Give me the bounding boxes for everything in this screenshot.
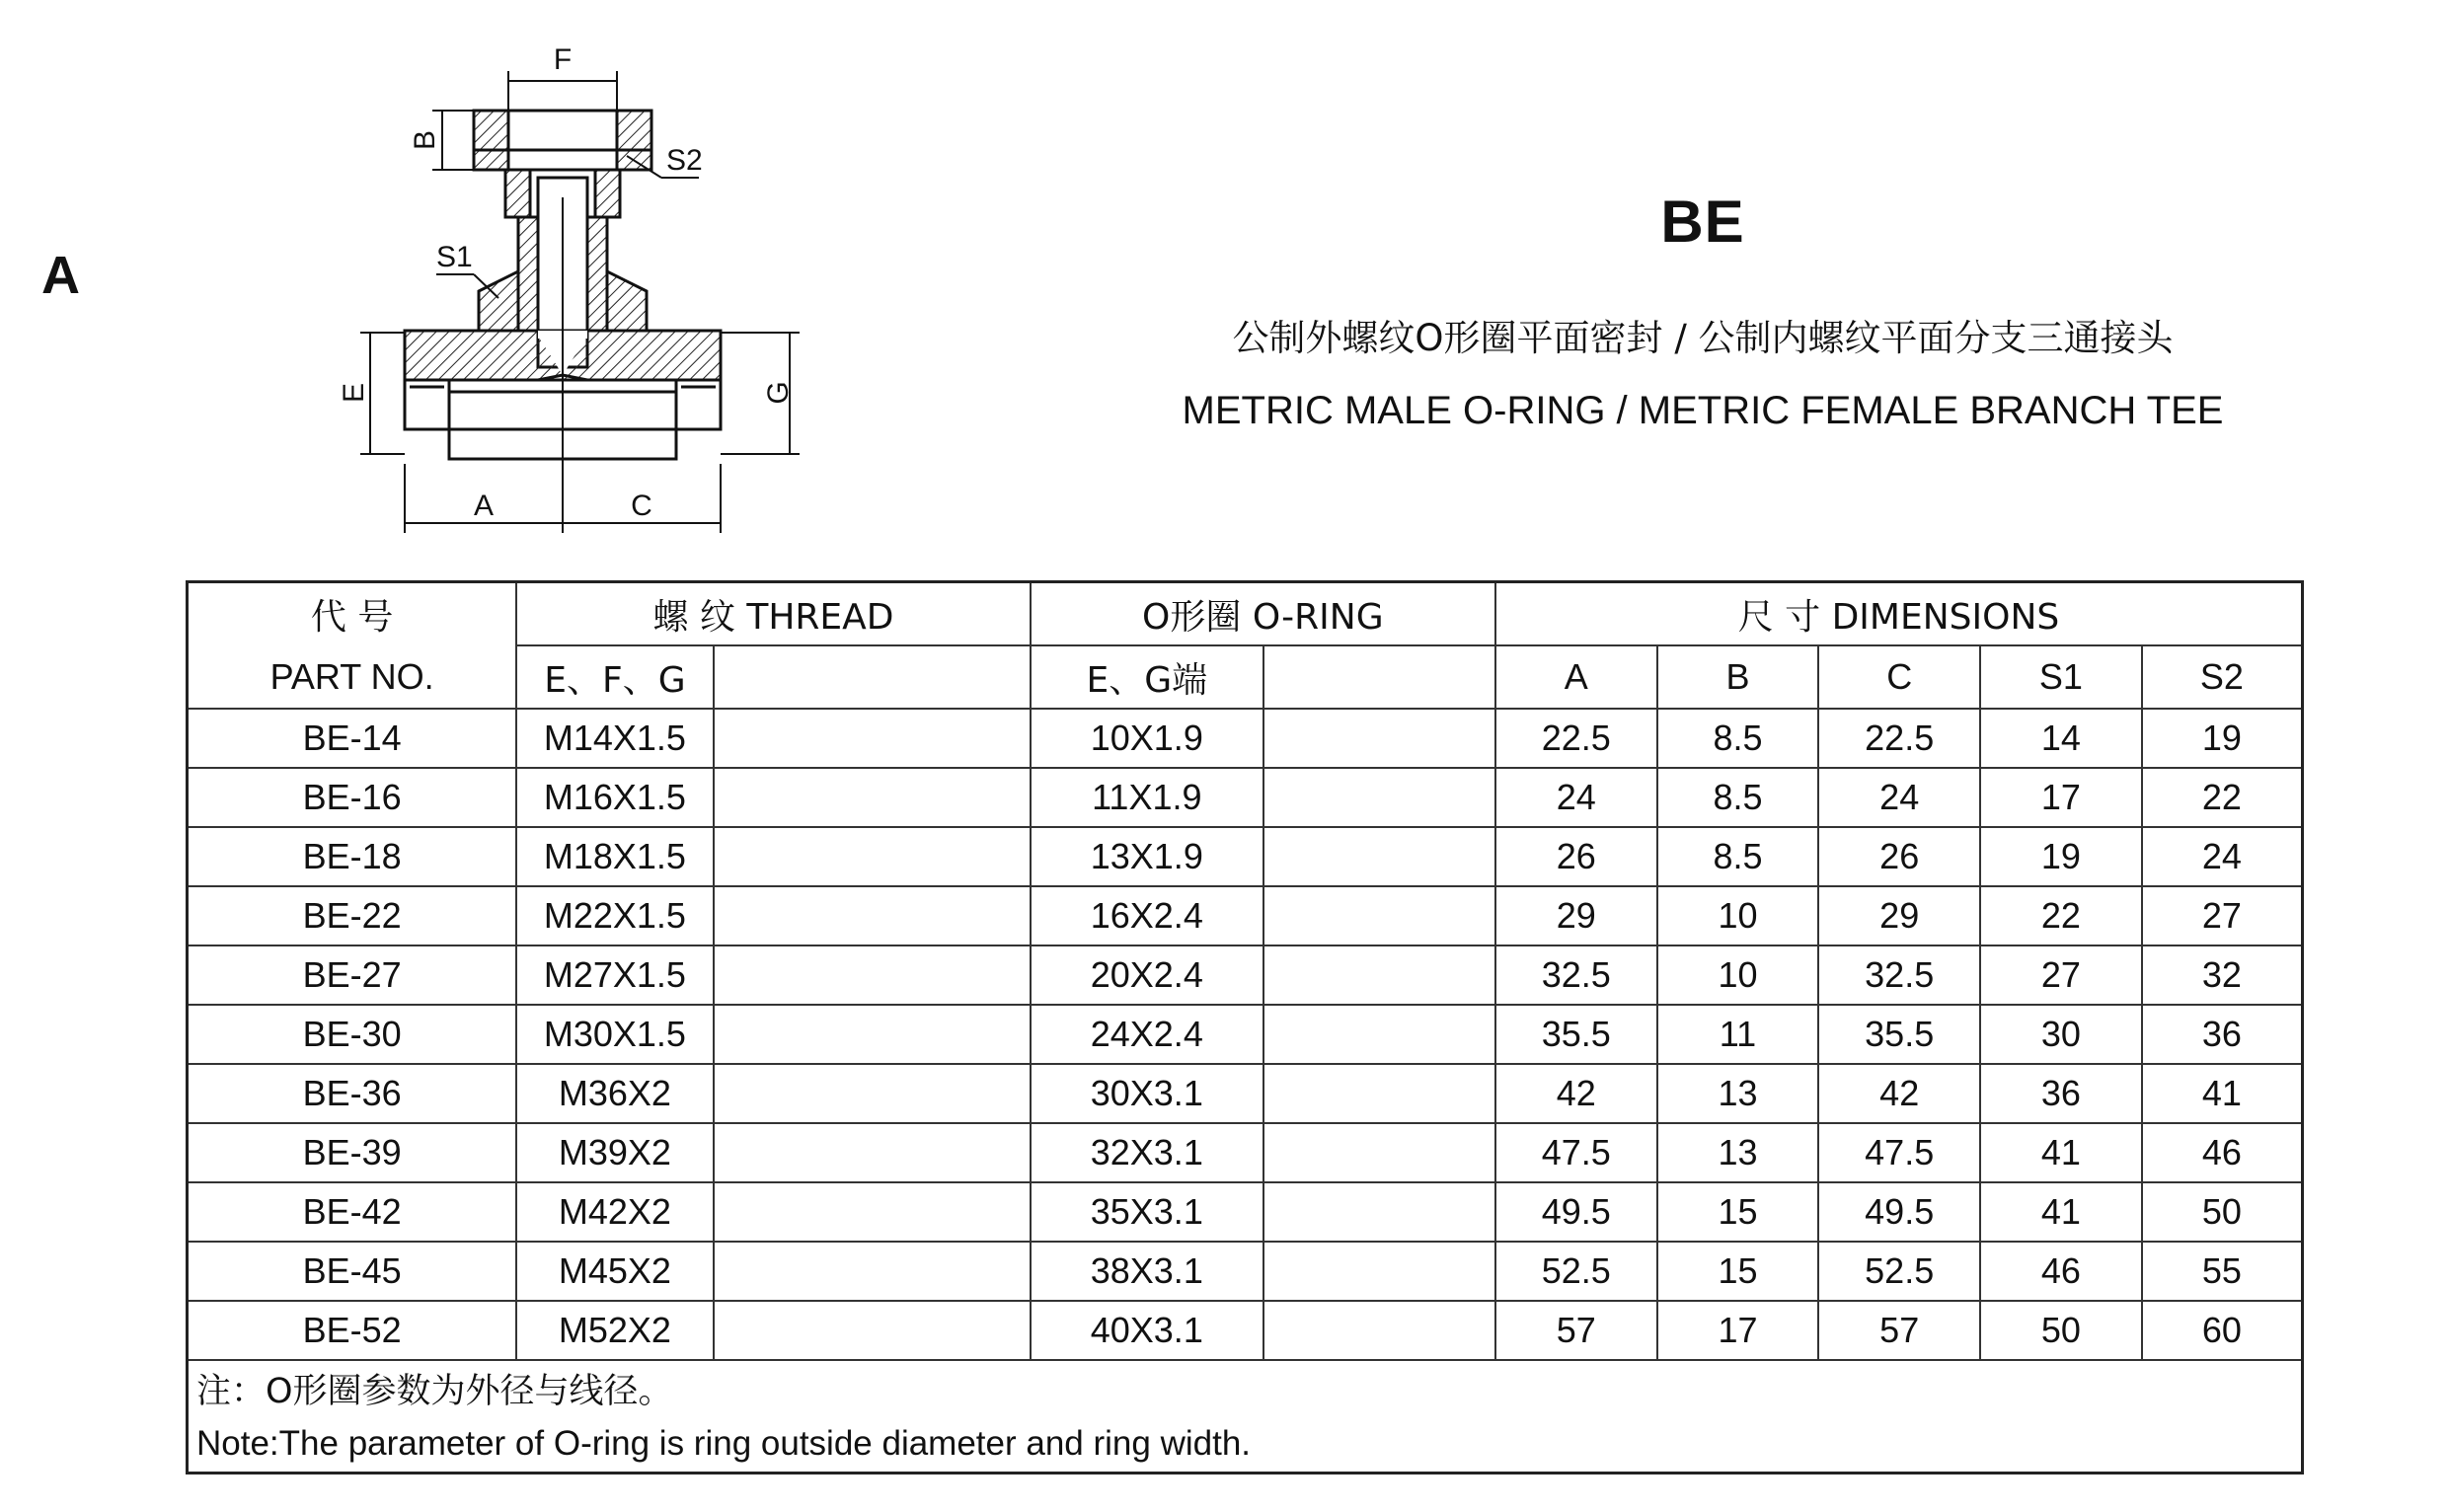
header-thread-blank <box>714 645 1031 709</box>
part-no-cell: BE-16 <box>188 768 517 827</box>
dim-a-cell: 32.5 <box>1495 945 1657 1005</box>
header-dim-s2: S2 <box>2142 645 2303 709</box>
dim-a-cell: 24 <box>1495 768 1657 827</box>
part-no-cell: BE-45 <box>188 1242 517 1301</box>
dim-s1-cell: 22 <box>1980 886 2142 945</box>
thread-extra-cell <box>714 827 1031 886</box>
table-row <box>188 768 2303 827</box>
table-row <box>188 709 2303 768</box>
dim-s2-cell: 50 <box>2142 1182 2303 1242</box>
dim-s2-cell: 55 <box>2142 1242 2303 1301</box>
section-letter: A <box>41 246 80 305</box>
oring-cell: 11X1.9 <box>1031 768 1263 827</box>
oring-extra-cell <box>1263 886 1495 945</box>
thread-extra-cell <box>714 709 1031 768</box>
dim-s2-cell: 19 <box>2142 709 2303 768</box>
dim-b-cell: 10 <box>1657 886 1819 945</box>
part-no-cell: BE-42 <box>188 1182 517 1242</box>
dim-s1-cell: 19 <box>1980 827 2142 886</box>
dim-b-cell: 8.5 <box>1657 709 1819 768</box>
dim-c-cell: 49.5 <box>1818 1182 1980 1242</box>
dim-a-cell: 42 <box>1495 1064 1657 1123</box>
spec-table <box>186 580 2304 1474</box>
oring-extra-cell <box>1263 945 1495 1005</box>
note-row-cn <box>188 1360 2303 1416</box>
thread-cell: M30X1.5 <box>516 1005 713 1064</box>
table-row <box>188 1123 2303 1182</box>
dim-b-cell: 17 <box>1657 1301 1819 1360</box>
dim-label-b: B <box>409 129 441 151</box>
header-dimensions: 尺 寸 DIMENSIONS <box>1495 582 2303 646</box>
thread-cell: M42X2 <box>516 1182 713 1242</box>
dim-label-s1: S1 <box>436 241 473 273</box>
note-chinese: 注：O形圈参数为外径与线径。 <box>188 1360 2303 1416</box>
dim-b-cell: 10 <box>1657 945 1819 1005</box>
table-row <box>188 1064 2303 1123</box>
fitting-cross-section-drawing <box>326 39 839 543</box>
dim-b-cell: 15 <box>1657 1182 1819 1242</box>
dim-b-cell: 15 <box>1657 1242 1819 1301</box>
dim-c-cell: 24 <box>1818 768 1980 827</box>
header-thread: 螺 纹 THREAD <box>516 582 1031 646</box>
thread-cell: M36X2 <box>516 1064 713 1123</box>
oring-extra-cell <box>1263 1064 1495 1123</box>
dim-b-cell: 8.5 <box>1657 827 1819 886</box>
thread-cell: M45X2 <box>516 1242 713 1301</box>
part-no-cell: BE-22 <box>188 886 517 945</box>
thread-cell: M27X1.5 <box>516 945 713 1005</box>
part-no-cell: BE-36 <box>188 1064 517 1123</box>
dim-s1-cell: 27 <box>1980 945 2142 1005</box>
dim-a-cell: 26 <box>1495 827 1657 886</box>
dim-b-cell: 11 <box>1657 1005 1819 1064</box>
dim-s1-cell: 46 <box>1980 1242 2142 1301</box>
dim-s2-cell: 60 <box>2142 1301 2303 1360</box>
dim-label-c: C <box>631 490 652 522</box>
header-oring-sub: E、G端 <box>1031 645 1263 709</box>
thread-extra-cell <box>714 1123 1031 1182</box>
dim-s2-cell: 32 <box>2142 945 2303 1005</box>
dim-a-cell: 52.5 <box>1495 1242 1657 1301</box>
header-dim-b: B <box>1657 645 1819 709</box>
dim-c-cell: 22.5 <box>1818 709 1980 768</box>
dim-s2-cell: 22 <box>2142 768 2303 827</box>
table-body <box>188 709 2303 1360</box>
part-no-cell: BE-39 <box>188 1123 517 1182</box>
thread-cell: M39X2 <box>516 1123 713 1182</box>
dim-a-cell: 57 <box>1495 1301 1657 1360</box>
part-no-cell: BE-14 <box>188 709 517 768</box>
part-no-cell: BE-27 <box>188 945 517 1005</box>
header-oring: O形圈 O-RING <box>1031 582 1495 646</box>
table-row <box>188 1301 2303 1360</box>
dim-s2-cell: 41 <box>2142 1064 2303 1123</box>
header-dim-a: A <box>1495 645 1657 709</box>
dim-c-cell: 57 <box>1818 1301 1980 1360</box>
note-row-en <box>188 1416 2303 1474</box>
oring-cell: 40X3.1 <box>1031 1301 1263 1360</box>
dim-c-cell: 29 <box>1818 886 1980 945</box>
table-row <box>188 827 2303 886</box>
thread-extra-cell <box>714 1182 1031 1242</box>
dim-b-cell: 13 <box>1657 1123 1819 1182</box>
dim-label-e: E <box>338 382 370 404</box>
oring-cell: 30X3.1 <box>1031 1064 1263 1123</box>
header-dim-s1: S1 <box>1980 645 2142 709</box>
dim-label-g: G <box>762 381 795 405</box>
part-no-cell: BE-52 <box>188 1301 517 1360</box>
thread-extra-cell <box>714 945 1031 1005</box>
dim-s1-cell: 41 <box>1980 1123 2142 1182</box>
dim-c-cell: 42 <box>1818 1064 1980 1123</box>
oring-extra-cell <box>1263 827 1495 886</box>
part-no-cell: BE-18 <box>188 827 517 886</box>
thread-cell: M18X1.5 <box>516 827 713 886</box>
thread-cell: M14X1.5 <box>516 709 713 768</box>
dim-a-cell: 49.5 <box>1495 1182 1657 1242</box>
oring-extra-cell <box>1263 768 1495 827</box>
dim-label-f: F <box>553 43 573 76</box>
thread-extra-cell <box>714 886 1031 945</box>
dim-s1-cell: 17 <box>1980 768 2142 827</box>
dim-label-s2: S2 <box>666 144 703 177</box>
thread-cell: M22X1.5 <box>516 886 713 945</box>
dim-a-cell: 22.5 <box>1495 709 1657 768</box>
thread-extra-cell <box>714 1301 1031 1360</box>
thread-extra-cell <box>714 1005 1031 1064</box>
table-subheader-row <box>188 645 2303 709</box>
dim-c-cell: 32.5 <box>1818 945 1980 1005</box>
oring-cell: 20X2.4 <box>1031 945 1263 1005</box>
dim-c-cell: 52.5 <box>1818 1242 1980 1301</box>
dim-s1-cell: 36 <box>1980 1064 2142 1123</box>
dim-c-cell: 35.5 <box>1818 1005 1980 1064</box>
table-row <box>188 886 2303 945</box>
dim-b-cell: 13 <box>1657 1064 1819 1123</box>
table-row <box>188 1182 2303 1242</box>
header-part-no-en: PART NO. <box>188 645 517 709</box>
oring-extra-cell <box>1263 709 1495 768</box>
english-title: METRIC MALE O-RING / METRIC FEMALE BRANCH TEE <box>1182 389 2224 432</box>
dim-s1-cell: 50 <box>1980 1301 2142 1360</box>
table-header-row <box>188 582 2303 646</box>
oring-cell: 35X3.1 <box>1031 1182 1263 1242</box>
thread-cell: M52X2 <box>516 1301 713 1360</box>
dim-c-cell: 47.5 <box>1818 1123 1980 1182</box>
oring-extra-cell <box>1263 1242 1495 1301</box>
dim-c-cell: 26 <box>1818 827 1980 886</box>
table-row <box>188 945 2303 1005</box>
header-oring-blank <box>1263 645 1495 709</box>
oring-cell: 16X2.4 <box>1031 886 1263 945</box>
dim-s2-cell: 24 <box>2142 827 2303 886</box>
product-code-title: BE <box>1660 189 1745 255</box>
oring-extra-cell <box>1263 1005 1495 1064</box>
oring-cell: 10X1.9 <box>1031 709 1263 768</box>
header-part-no-cn: 代 号 <box>188 582 517 646</box>
dim-a-cell: 35.5 <box>1495 1005 1657 1064</box>
header-thread-sub: E、F、G <box>516 645 713 709</box>
note-english: Note:The parameter of O-ring is ring outside diameter and ring width. <box>188 1416 2303 1474</box>
dim-s2-cell: 27 <box>2142 886 2303 945</box>
oring-cell: 32X3.1 <box>1031 1123 1263 1182</box>
oring-cell: 13X1.9 <box>1031 827 1263 886</box>
thread-cell: M16X1.5 <box>516 768 713 827</box>
table-row <box>188 1242 2303 1301</box>
oring-extra-cell <box>1263 1123 1495 1182</box>
header-dim-c: C <box>1818 645 1980 709</box>
table-row <box>188 1005 2303 1064</box>
oring-extra-cell <box>1263 1301 1495 1360</box>
dim-a-cell: 47.5 <box>1495 1123 1657 1182</box>
dim-s1-cell: 14 <box>1980 709 2142 768</box>
oring-extra-cell <box>1263 1182 1495 1242</box>
chinese-title: 公制外螺纹O形圈平面密封 / 公制内螺纹平面分支三通接头 <box>1232 317 2174 359</box>
oring-cell: 24X2.4 <box>1031 1005 1263 1064</box>
dim-b-cell: 8.5 <box>1657 768 1819 827</box>
dim-s2-cell: 46 <box>2142 1123 2303 1182</box>
thread-extra-cell <box>714 768 1031 827</box>
dim-s1-cell: 30 <box>1980 1005 2142 1064</box>
oring-cell: 38X3.1 <box>1031 1242 1263 1301</box>
dim-a-cell: 29 <box>1495 886 1657 945</box>
title-block <box>1135 188 2270 436</box>
thread-extra-cell <box>714 1242 1031 1301</box>
dim-s1-cell: 41 <box>1980 1182 2142 1242</box>
thread-extra-cell <box>714 1064 1031 1123</box>
dim-label-a: A <box>473 490 495 522</box>
part-no-cell: BE-30 <box>188 1005 517 1064</box>
dim-s2-cell: 36 <box>2142 1005 2303 1064</box>
